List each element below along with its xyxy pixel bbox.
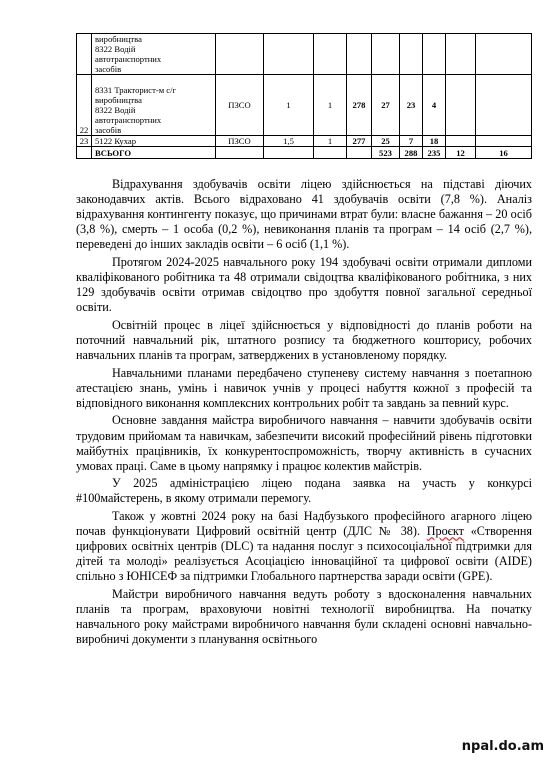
value-cell: 23 [400,75,423,136]
digital-center-text-a: Також у жовтні 2024 року на базі Надбузького професійного агарного ліцею почав функціонувати Цифровий освітній центр (ДЛС № 38). [76,508,532,539]
total-value: 16 [476,147,532,159]
total-value: 523 [372,147,400,159]
digital-center-text-b: «Створення цифрових освітніх центрів (DLC) та надання послуг з психосоціальної підтримки для дітей та молоді» реалізується Асоціацією інноваційної та цифрової освіти (AIDE) спільно з ЮНІСЕФ за підтримки Глобального партнерства заради освіти (GPE). [76,524,532,584]
total-value: 288 [400,147,423,159]
contingent-table [76,33,532,159]
value-cell [347,34,372,75]
value-cell: 4 [423,75,446,136]
profession-line: виробництва [95,34,142,44]
value-cell: 7 [400,136,423,147]
profession-cell [92,75,216,136]
table-row [77,136,532,147]
groups-cell: 1 [314,75,347,136]
value-cell [423,34,446,75]
value-cell [446,34,476,75]
paragraph-education-process: Освітній процес в ліцеї здійснюється у відповідності до планів роботи на поточний навчальний рік, штатного розпису та бюджетного кошторису, робочих навчальних планів та програм, затверджених в установленому порядку. [76,317,532,363]
value-cell: 27 [372,75,400,136]
profession-line: 8331 Тракторист-м с/г [95,85,177,95]
profession-line: виробництва [95,95,142,105]
row-number: 23 [77,136,92,147]
row-number: 22 [77,75,92,136]
years-cell: 1,5 [264,136,314,147]
value-cell [476,75,532,136]
value-cell [400,34,423,75]
row-number [77,147,92,159]
profession-line: 5122 Кухар [95,136,137,146]
profession-line: 8322 Водій [95,44,136,54]
groups-cell: 1 [314,136,347,147]
report-body [76,177,532,647]
value-cell [372,34,400,75]
row-number [77,34,92,75]
value-cell [446,75,476,136]
form-cell [216,34,264,75]
project-word: Проєкт [426,524,464,539]
profession-line: засобів [95,125,122,135]
profession-line: автотранспортних [95,54,162,64]
form-cell [216,147,264,159]
value-cell: 25 [372,136,400,147]
paragraph-masters-task: Основне завдання майстра виробничого навчання – навчити здобувачів освіти трудовим прийомам та навичкам, забезпечити високий професійний рівень підготовки майбутніх працівників, їх конкурентоспроможність, творчу активність в сучасних умовах праці. Саме в цьому напрямку і працює колектив майстрів. [76,413,532,473]
table-total-row [77,147,532,159]
table-row [77,34,532,75]
years-cell: 1 [264,75,314,136]
total-value: 235 [423,147,446,159]
table-row [77,75,532,136]
paragraph-graduates: Протягом 2024-2025 навчального року 194 здобувачі освіти отримали дипломи кваліфікованого робітника та 48 отримали свідоцтва кваліфікованого робітника, з них 129 здобувачів освіти отримав свідоцтво про здобуття повної загальної середньої освіти. [76,254,532,315]
paragraph-masters-work: Майстри виробничого навчання ведуть роботу з вдосконалення навчальних планів та програм, враховуючи новітні технології виробництва. На початку навчального року майстрами виробничого навчання були складені основні навчально-виробничі документи з планування освітнього [76,586,532,647]
value-cell [476,136,532,147]
paragraph-contest: У 2025 адміністрацією ліцею подана заявка на участь у конкурсі #100майстерень, в якому отримали перемогу. [76,476,532,506]
profession-cell [92,136,216,147]
value-cell [476,34,532,75]
value-cell: 277 [347,136,372,147]
paragraph-digital-center [76,509,532,584]
value-cell: 278 [347,75,372,136]
paragraph-curricula: Навчальними планами передбачено ступеневу систему навчання з поетапною атестацією знань, умінь і навичок учнів у процесі набуття кожної з професій та відповідного виконання комплексних контрольних робіт та завдань за певний курс. [76,365,532,410]
value-cell [446,136,476,147]
value-cell: 18 [423,136,446,147]
form-cell: ПЗСО [216,75,264,136]
groups-cell [314,147,347,159]
site-watermark: npal.do.am [461,739,544,754]
profession-line: автотранспортних [95,115,162,125]
total-label: ВСЬОГО [92,147,216,159]
form-cell: ПЗСО [216,136,264,147]
total-value: 12 [446,147,476,159]
profession-cell [92,34,216,75]
profession-line: 8322 Водій [95,105,136,115]
paragraph-dropouts: Відрахування здобувачів освіти ліцею здійснюється на підставі діючих законодавчих актів. Всього відраховано 41 здобувачів освіти (7,8 %). Аналіз відрахування контингенту показує, що причинами втрат були: власне бажання – 20 осіб (3,8 %), смерть – 1 особа (0,2 %), невиконання планів та програм – 14 осіб (2,7 %), переведені до інших закладів освіти – 6 осіб (1,1 %). [76,177,532,252]
profession-line: засобів [95,64,122,74]
years-cell [264,147,314,159]
groups-cell [314,34,347,75]
years-cell [264,34,314,75]
value-cell [347,147,372,159]
